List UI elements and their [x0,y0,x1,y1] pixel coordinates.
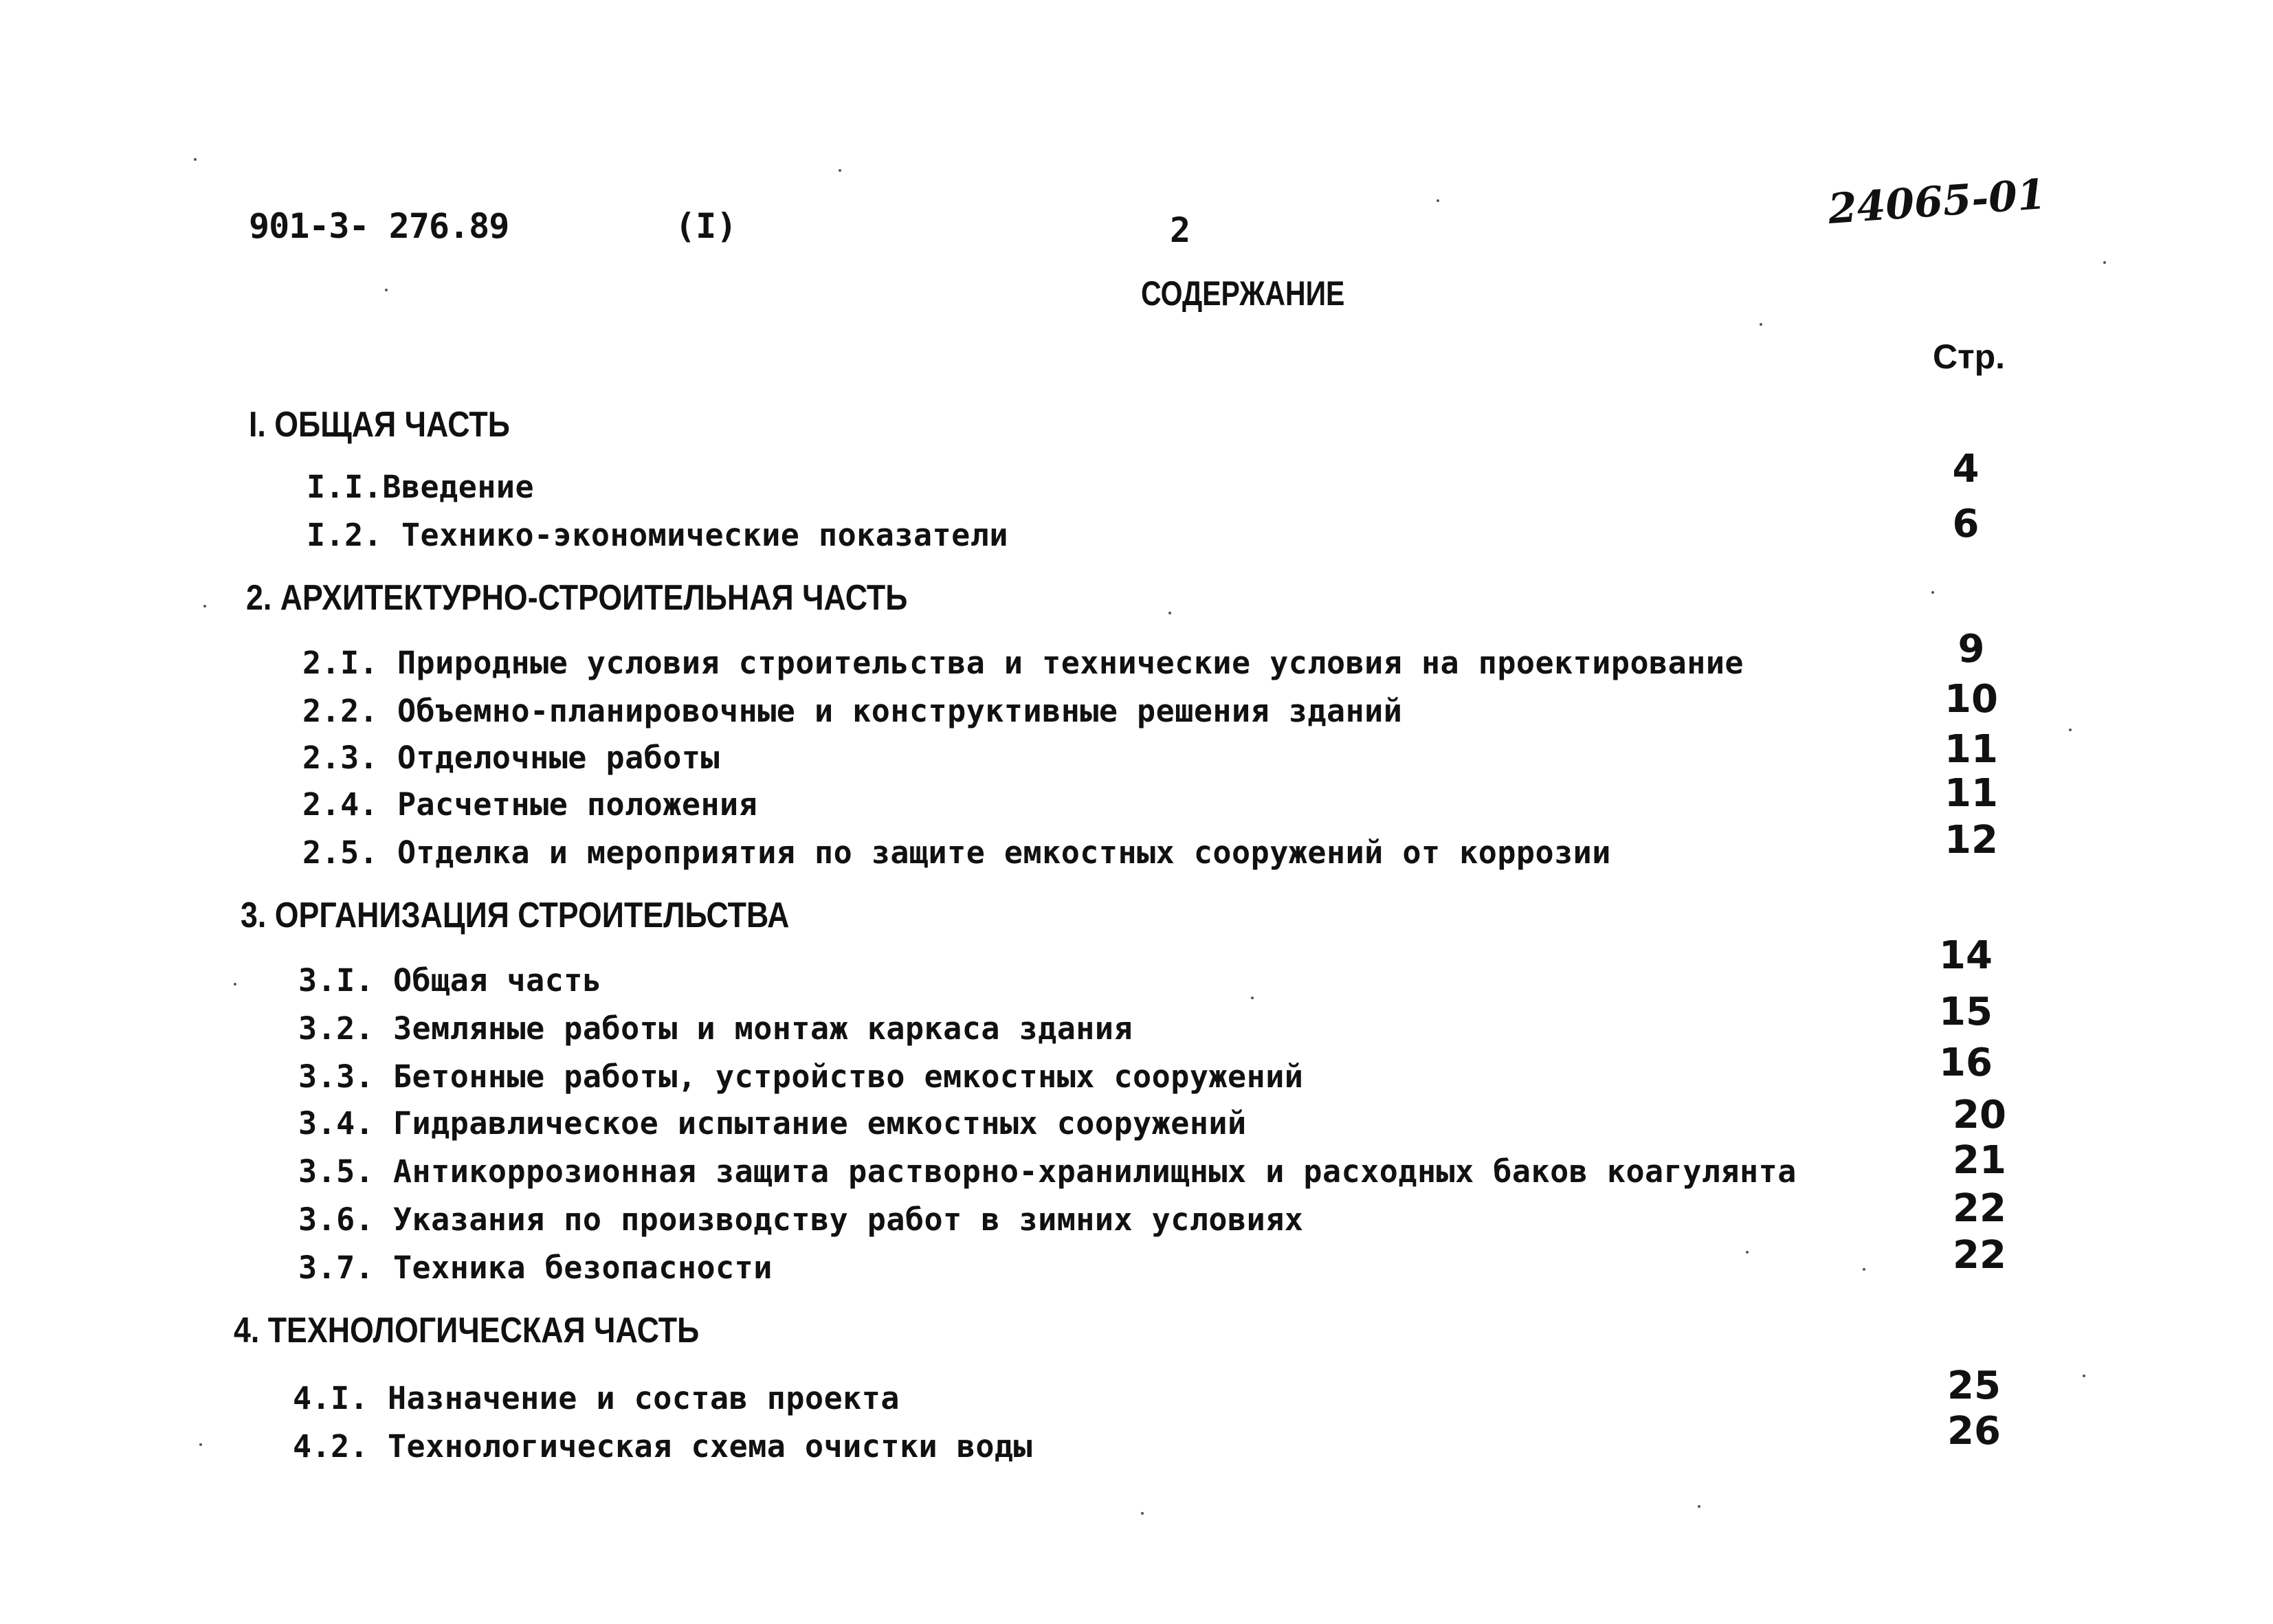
scan-speck [1141,1512,1144,1515]
toc-item-label: 2.3. Отделочные работы [302,739,720,776]
page-column-label: Стр. [1933,337,2006,376]
scan-speck [1168,612,1171,614]
toc-item-page: 22 [1953,1186,2006,1231]
toc-item-page: 12 [1944,818,1998,863]
page-number: 2 [1170,210,1191,250]
scan-speck [2069,728,2072,731]
toc-item-label: 3.4. Гидравлическое испытание емкостных сооружений [298,1105,1247,1142]
scan-speck [1931,591,1934,594]
toc-item-page: 26 [1947,1409,2001,1454]
scan-speck [2103,261,2106,264]
scan-speck [1863,1268,1865,1271]
toc-item-label: 2.I. Природные условия строительства и технические условия на проектирование [302,645,1744,681]
section-heading: 2. АРХИТЕКТУРНО-СТРОИТЕЛЬНАЯ ЧАСТЬ [246,578,908,618]
scan-speck [199,1443,202,1446]
scan-speck [194,158,197,161]
scan-speck [2083,1375,2085,1377]
scan-speck [1251,997,1254,999]
toc-item-page: 11 [1944,727,1998,772]
toc-item-label: I.2. Технико-экономические показатели [307,517,1008,553]
toc-item-label: 3.2. Земляные работы и монтаж каркаса здания [298,1010,1133,1047]
toc-item-label: 3.I. Общая часть [298,962,602,999]
toc-item-page: 9 [1958,627,1985,671]
toc-item-label: 3.6. Указания по производству работ в зимних условиях [298,1201,1304,1238]
scan-speck [385,289,388,291]
toc-item-page: 20 [1953,1093,2006,1137]
toc-item-page: 25 [1947,1364,2001,1408]
handwritten-archive-number: 24065-01 [1826,170,2048,234]
toc-item-page: 4 [1952,447,1980,491]
toc-item-page: 10 [1944,677,1998,722]
toc-item-label: 2.4. Расчетные положения [302,786,758,823]
toc-item-label: 4.2. Технологическая схема очистки воды [293,1428,1033,1465]
toc-item-page: 6 [1952,502,1980,546]
scan-speck [1760,323,1762,326]
toc-item-label: 4.I. Назначение и состав проекта [293,1380,900,1416]
toc-item-label: 3.7. Техника безопасности [298,1249,773,1286]
toc-item-label: 3.5. Антикоррозионная защита растворно-хранилищных и расходных баков коагулянта [298,1153,1797,1190]
toc-item-page: 14 [1939,933,1993,978]
toc-item-page: 21 [1953,1138,2006,1183]
toc-item-page: 16 [1939,1041,1993,1085]
scan-speck [1437,199,1439,202]
toc-item-label: 3.3. Бетонные работы, устройство емкостных сооружений [298,1058,1304,1095]
scan-speck [203,605,206,608]
scan-speck [1698,1505,1700,1508]
toc-item-label: 2.5. Отделка и мероприятия по защите емкостных сооружений от коррозии [302,834,1611,871]
scan-speck [839,169,841,172]
toc-item-page: 11 [1944,771,1998,816]
toc-item-label: 2.2. Объемно-планировочные и конструктивные решения зданий [302,693,1403,729]
scan-speck [1746,1251,1749,1254]
toc-item-page: 22 [1953,1233,2006,1278]
section-heading: 3. ОРГАНИЗАЦИЯ СТРОИТЕЛЬСТВА [241,896,790,935]
toc-item-label: I.I.Введение [307,469,535,505]
scan-speck [234,983,236,986]
document-part: (I) [675,206,738,246]
document-code: 901-3- 276.89 [249,206,509,246]
toc-item-page: 15 [1939,990,1993,1034]
section-heading: 4. ТЕХНОЛОГИЧЕСКАЯ ЧАСТЬ [234,1311,700,1350]
section-heading: I. ОБЩАЯ ЧАСТЬ [249,405,510,445]
page-title: СОДЕРЖАНИЕ [1141,274,1345,313]
